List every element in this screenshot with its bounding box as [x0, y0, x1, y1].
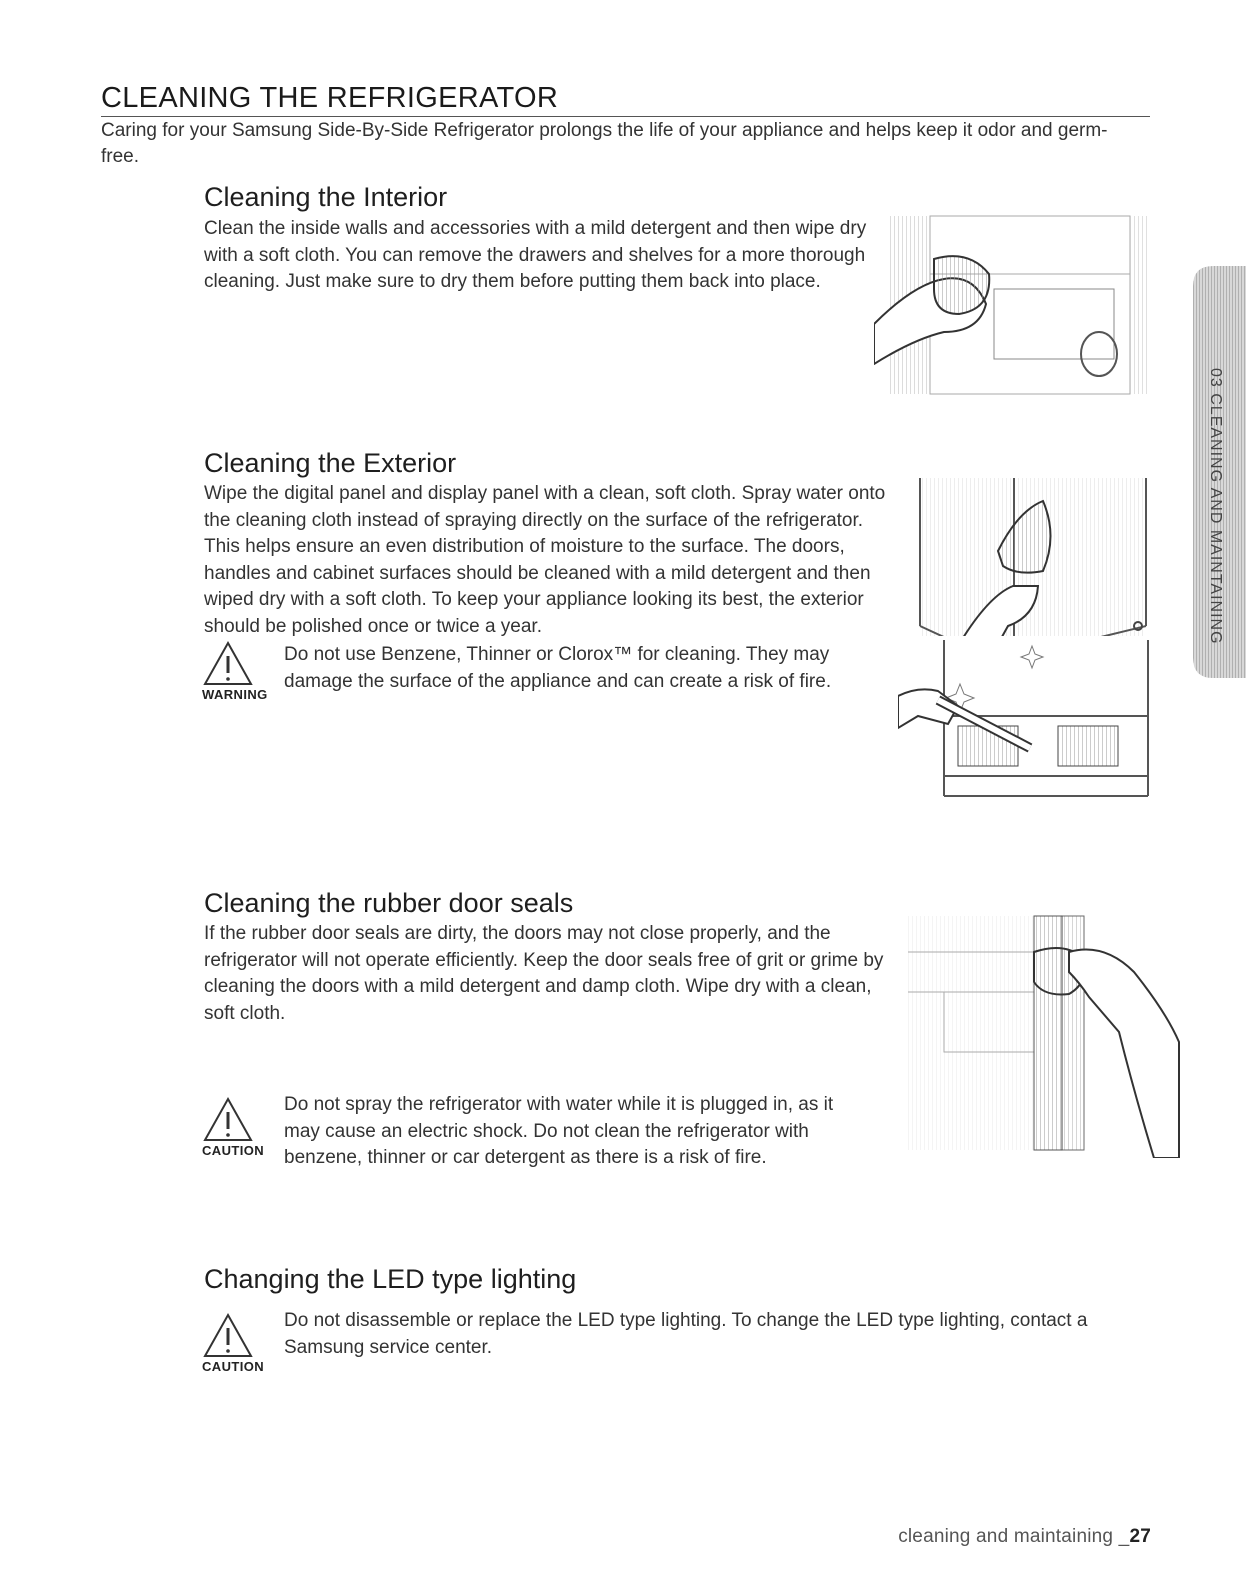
caution-text-seals: Do not spray the refrigerator with water while it is plugged in, as it may cause an electric shock. Do not clean the refrigerator with benzene, thinner or car detergent as there is a risk of fire. [284, 1094, 834, 1168]
title-divider [101, 116, 1150, 117]
interior-cleaning-illustration [874, 214, 1154, 396]
interior-title: Cleaning the Interior [204, 182, 448, 212]
led-title: Changing the LED type lighting [204, 1264, 577, 1294]
caution-label: CAUTION [202, 1143, 265, 1158]
interior-body: Clean the inside walls and accessories with a mild detergent and then wipe dry with a soft cloth. You can remove the drawers and shelves for a more thorough cleaning. Just make sure to dry them before putting them back into place. [204, 218, 867, 292]
warning-block [202, 640, 268, 702]
caution-text-led: Do not disassemble or replace the LED type lighting. To change the LED type lighting, contact a Samsung service center. [284, 1310, 1088, 1358]
caution-icon [202, 1312, 254, 1358]
exterior-body: Wipe the digital panel and display panel with a clean, soft cloth. Spray water onto the cleaning cloth instead of spraying directly on the surface of the refrigerator. This helps ensure an even distribution of moisture to the surface. The doors, handles and cabinet surfaces should be cleaned with a mild detergent and then wiped dry with a soft cloth. To keep your appliance looking its best, the exterior should be polished once or twice a year. [204, 483, 886, 637]
chapter-tab-label: 03 CLEANING AND MAINTAINING [1207, 368, 1224, 645]
seals-body: If the rubber door seals are dirty, the doors may not close properly, and the refrigerator will not operate efficiently. Keep the door seals free of grit or grime by cleaning the doors with a mild detergent and damp cloth. Wipe dry with a clean, soft cloth. [204, 923, 884, 1024]
caution-block-seals [202, 1096, 264, 1158]
door-seal-cleaning-illustration [904, 912, 1184, 1158]
warning-text: Do not use Benzene, Thinner or Clorox™ for cleaning. They may damage the surface of the appliance and can create a risk of fire. [284, 644, 832, 692]
exterior-title: Cleaning the Exterior [204, 448, 457, 478]
vent-cleaning-illustration [898, 636, 1154, 804]
caution-label: CAUTION [202, 1359, 265, 1374]
footer-section-name: cleaning and maintaining _ [898, 1526, 1130, 1547]
page-number: 27 [1129, 1526, 1151, 1547]
page-title: CLEANING THE REFRIGERATOR [101, 82, 559, 114]
warning-icon [202, 640, 254, 686]
caution-block-led [202, 1312, 264, 1374]
caution-icon [202, 1096, 254, 1142]
page-footer [898, 1526, 1151, 1548]
seals-title: Cleaning the rubber door seals [204, 888, 574, 918]
warning-label: WARNING [202, 687, 268, 702]
intro-text: Caring for your Samsung Side-By-Side Refrigerator prolongs the life of your appliance and helps keep it odor and germ-free. [101, 120, 1108, 167]
